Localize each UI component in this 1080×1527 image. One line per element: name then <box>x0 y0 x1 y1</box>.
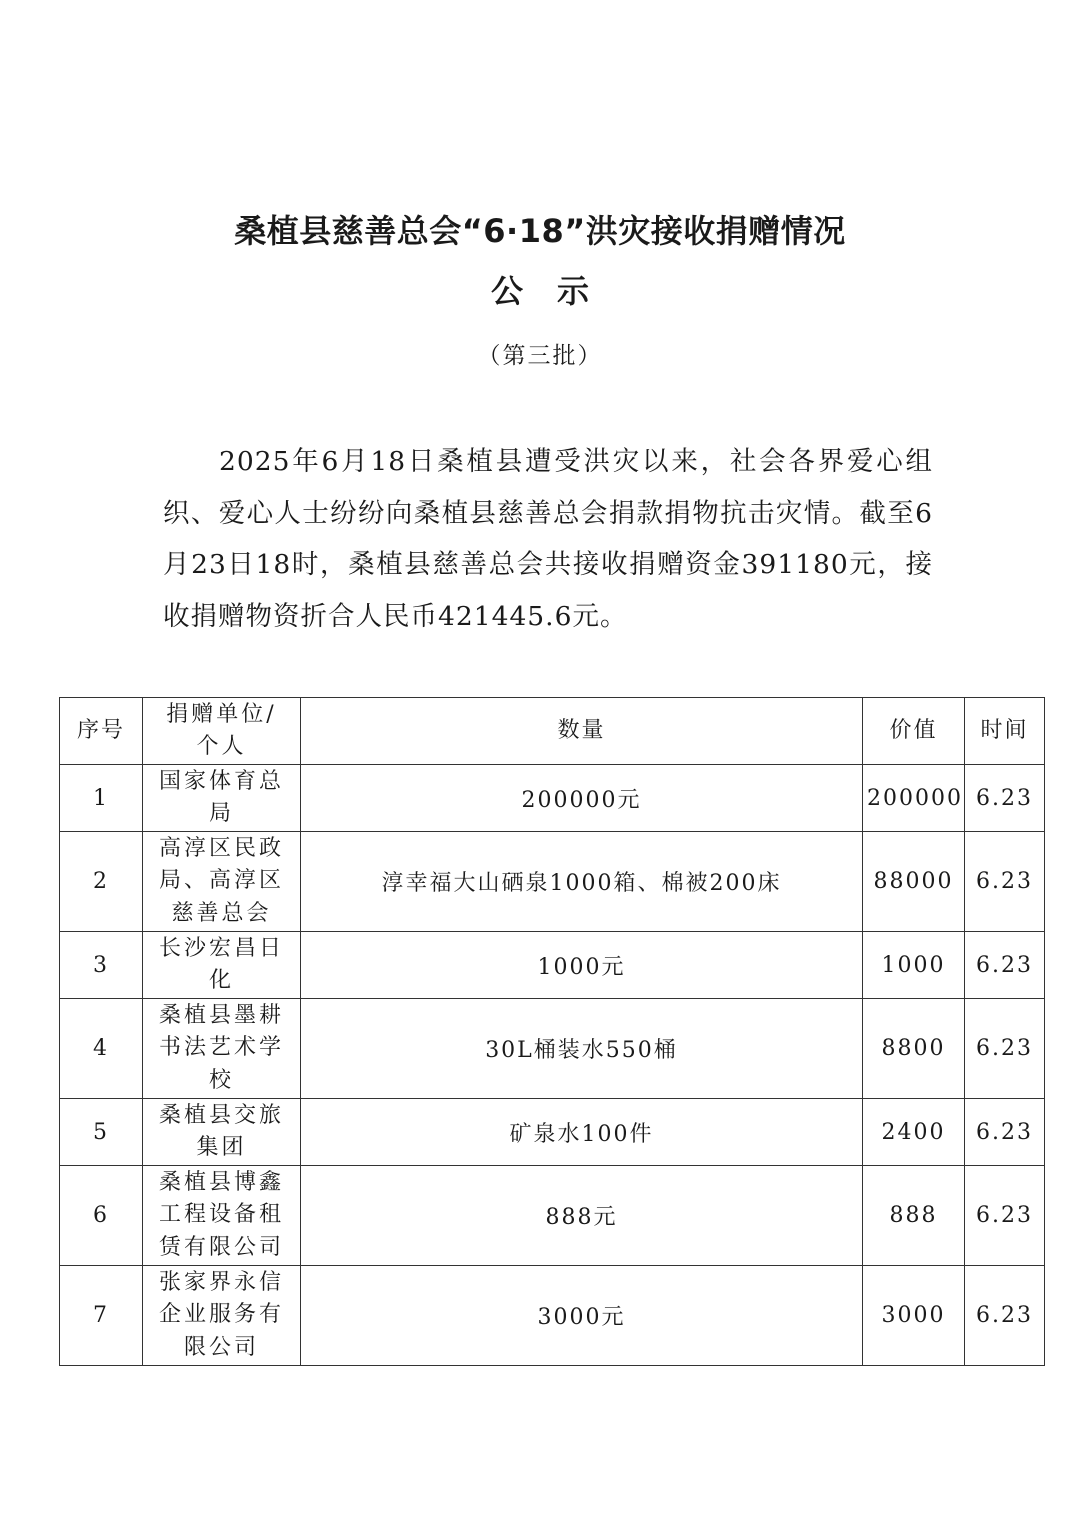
cell-value: 888 <box>863 1166 965 1266</box>
cell-time: 6.23 <box>965 832 1045 932</box>
cell-donor <box>143 1099 301 1166</box>
cell-time: 6.23 <box>965 999 1045 1099</box>
cell-value: 88000 <box>863 832 965 932</box>
cell-time: 6.23 <box>965 1099 1045 1166</box>
cell-quantity: 淳幸福大山硒泉1000箱、棉被200床 <box>301 832 863 932</box>
cell-value: 3000 <box>863 1266 965 1366</box>
cell-value: 1000 <box>863 932 965 999</box>
table-row <box>60 1266 1045 1366</box>
cell-donor <box>143 999 301 1099</box>
donor-name: 张家界永信企业服务有限公司 <box>158 1269 284 1360</box>
cell-no: 2 <box>60 832 143 932</box>
table-row <box>60 932 1045 999</box>
donor-name: 高淳区民政局、高淳区慈善总会 <box>158 835 284 926</box>
header-value: 价值 <box>863 698 965 765</box>
table-row <box>60 832 1045 932</box>
table-header-row <box>60 698 1045 765</box>
cell-value: 8800 <box>863 999 965 1099</box>
donation-table <box>59 697 1045 1366</box>
header-no: 序号 <box>60 698 143 765</box>
donor-name: 桑植县墨耕书法艺术学校 <box>158 1002 284 1093</box>
cell-value: 200000 <box>863 765 965 832</box>
cell-no: 6 <box>60 1166 143 1266</box>
table-row <box>60 999 1045 1099</box>
donor-name: 桑植县交旅集团 <box>158 1102 284 1160</box>
cell-value: 2400 <box>863 1099 965 1166</box>
table-row <box>60 1166 1045 1266</box>
cell-time: 6.23 <box>965 765 1045 832</box>
intro-paragraph: 2025年6月18日桑植县遭受洪灾以来，社会各界爱心组织、爱心人士纷纷向桑植县慈善总会捐款捐物抗击灾情。截至6月23日18时，桑植县慈善总会共接收捐赠资金391180元，接收捐赠物资折合人民币421445.6元。 <box>163 446 933 632</box>
document-subtitle: 公示 <box>490 272 623 310</box>
cell-no: 5 <box>60 1099 143 1166</box>
header-donor-label: 捐赠单位/个人 <box>166 702 277 759</box>
cell-quantity: 30L桶装水550桶 <box>301 999 863 1099</box>
cell-donor <box>143 765 301 832</box>
header-quantity: 数量 <box>301 698 863 765</box>
header-donor <box>143 698 301 765</box>
cell-donor <box>143 932 301 999</box>
cell-quantity: 1000元 <box>301 932 863 999</box>
document-title: 桑植县慈善总会“6·18”洪灾接收捐赠情况 <box>234 212 846 250</box>
donor-name: 桑植县博鑫工程设备租赁有限公司 <box>158 1169 284 1260</box>
batch-label: （第三批） <box>477 343 603 369</box>
donor-name: 国家体育总局 <box>158 768 284 826</box>
cell-no: 1 <box>60 765 143 832</box>
header-time: 时间 <box>965 698 1045 765</box>
table-row <box>60 1099 1045 1166</box>
cell-time: 6.23 <box>965 1166 1045 1266</box>
cell-no: 4 <box>60 999 143 1099</box>
cell-donor <box>143 832 301 932</box>
cell-quantity: 矿泉水100件 <box>301 1099 863 1166</box>
cell-donor <box>143 1266 301 1366</box>
cell-quantity: 3000元 <box>301 1266 863 1366</box>
cell-time: 6.23 <box>965 1266 1045 1366</box>
donor-name: 长沙宏昌日化 <box>158 935 284 993</box>
table-row <box>60 765 1045 832</box>
cell-no: 7 <box>60 1266 143 1366</box>
cell-no: 3 <box>60 932 143 999</box>
cell-time: 6.23 <box>965 932 1045 999</box>
cell-quantity: 200000元 <box>301 765 863 832</box>
cell-quantity: 888元 <box>301 1166 863 1266</box>
cell-donor <box>143 1166 301 1266</box>
